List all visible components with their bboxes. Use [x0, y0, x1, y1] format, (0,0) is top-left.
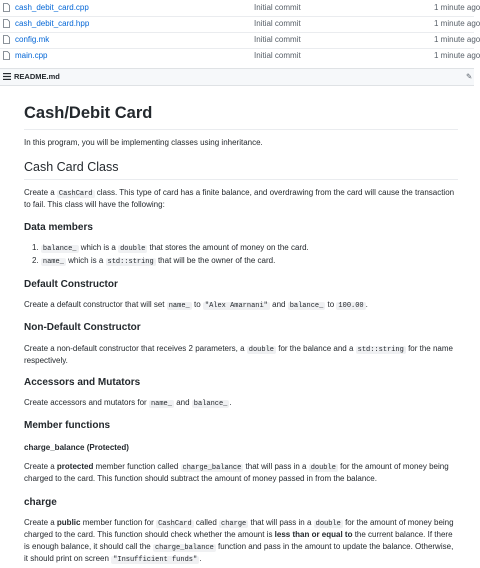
commit-time: 1 minute ago: [434, 3, 480, 12]
file-name-link[interactable]: config.mk: [15, 35, 50, 44]
divider: [24, 129, 458, 130]
divider: [24, 179, 458, 180]
charge-text-line2: charged to the card. This function should check whether the amount is less than or equal to the current balance. If there: [24, 530, 453, 539]
file-icon: [3, 19, 10, 28]
cash-card-paragraph-line2: to fail. This class will have the following:: [24, 200, 165, 209]
data-members-heading: Data members: [24, 222, 93, 233]
commit-message-link[interactable]: Initial commit: [254, 51, 301, 60]
readme-filename: README.md: [14, 72, 60, 81]
cash-card-heading: Cash Card Class: [24, 160, 119, 174]
charge-text-line4: it should print on screen "Insufficient funds" .: [24, 554, 202, 564]
list-item: 1. balance_ which is a double that stores the amount of money on the card.: [32, 243, 309, 253]
file-name-link[interactable]: main.cpp: [15, 51, 48, 60]
commit-time: 1 minute ago: [434, 35, 480, 44]
intro-text: In this program, you will be implementing classes using inheritance.: [24, 138, 263, 147]
readme-title: Cash/Debit Card: [24, 104, 153, 122]
file-icon: [3, 35, 10, 44]
non-default-constructor-heading: Non-Default Constructor: [24, 322, 141, 333]
charge-balance-text: Create a protected member function called charge_balance that will pass in a double for the amount of money being: [24, 462, 449, 472]
accessors-mutators-heading: Accessors and Mutators: [24, 377, 141, 388]
charge-balance-text-line2: charged to the card. This function should subtract the amount of money passed in from the balance.: [24, 474, 377, 483]
file-row[interactable]: [0, 48, 480, 64]
default-constructor-heading: Default Constructor: [24, 279, 118, 290]
commit-time: 1 minute ago: [434, 51, 480, 60]
cash-card-paragraph: Create a CashCard class. This type of card has a finite balance, and overdrawing from the card will cause the transaction: [24, 188, 455, 198]
non-default-constructor-text-line2: respectively.: [24, 356, 68, 365]
file-row[interactable]: [0, 32, 480, 48]
accessors-mutators-text: Create accessors and mutators for name_ and balance_ .: [24, 398, 232, 408]
file-row[interactable]: [0, 0, 480, 16]
file-row[interactable]: [0, 16, 480, 32]
non-default-constructor-text: Create a non-default constructor that receives 2 parameters, a double for the balance and a std::string for the name: [24, 344, 453, 354]
charge-text-line3: is enough balance, it should call the charge_balance function and pass in the amount to update the balance. Otherwise,: [24, 542, 454, 552]
list-item: 2. name_ which is a std::string that will be the owner of the card.: [32, 256, 276, 266]
file-name-link[interactable]: cash_debit_card.cpp: [15, 3, 89, 12]
commit-message-link[interactable]: Initial commit: [254, 35, 301, 44]
readme-header: [0, 68, 474, 86]
pencil-icon[interactable]: ✎: [466, 72, 473, 81]
commit-message-link[interactable]: Initial commit: [254, 3, 301, 12]
default-constructor-text: Create a default constructor that will set name_ to "Alex Amarnani" and balance_ to 100.00 .: [24, 300, 368, 310]
member-functions-heading: Member functions: [24, 420, 111, 431]
charge-balance-heading: charge_balance (Protected): [24, 443, 129, 452]
list-icon: [3, 73, 11, 80]
file-icon: [3, 51, 10, 60]
file-name-link[interactable]: cash_debit_card.hpp: [15, 19, 90, 28]
file-icon: [3, 3, 10, 12]
charge-text: Create a public member function for CashCard called charge that will pass in a double for the amount of money being: [24, 518, 454, 528]
commit-time: 1 minute ago: [434, 19, 480, 28]
commit-message-link[interactable]: Initial commit: [254, 19, 301, 28]
charge-heading: charge: [24, 497, 57, 508]
